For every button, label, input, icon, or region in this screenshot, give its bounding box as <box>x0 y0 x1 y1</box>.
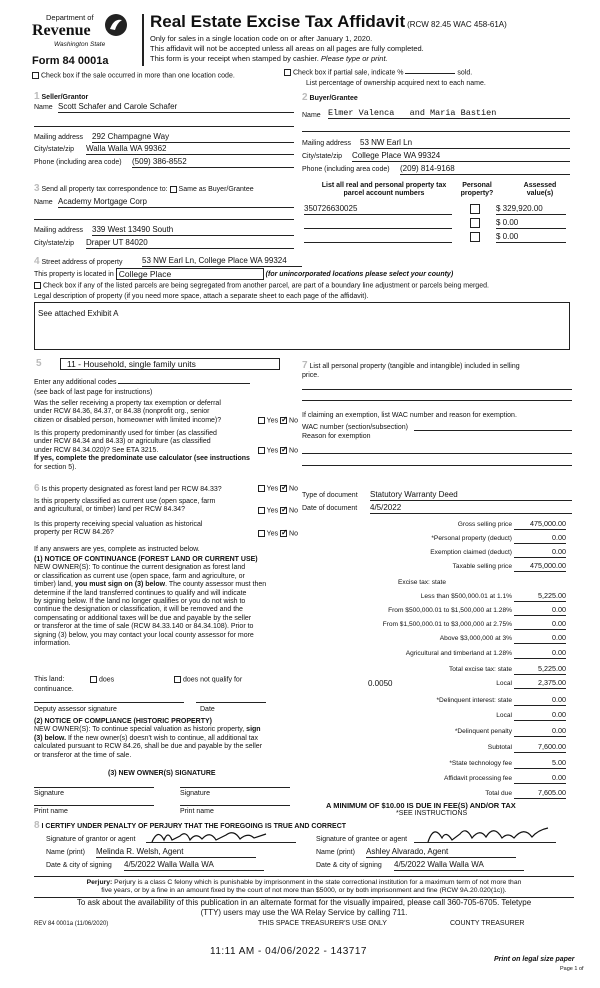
tax-bracket-2: From $500,000.01 to $1,500,000 at 1.28% 0.00 <box>388 605 566 614</box>
tax-agricultural: Agricultural and timberland at 1.28% 0.00 <box>405 648 566 657</box>
tax-affidavit-fee-value[interactable]: 0.00 <box>514 774 566 784</box>
continuance-label: continuance. <box>34 686 74 693</box>
buyer-blank-line <box>302 131 570 132</box>
corr-mail-row: Mailing address 339 West 13490 South <box>34 227 294 235</box>
multi-location-checkbox[interactable] <box>32 72 39 79</box>
parcel-row <box>304 218 570 230</box>
title-main: Real Estate Excise Tax Affidavit <box>150 12 406 31</box>
property-location-row: This property is located in College Place (for unincorporated locations please select your county) <box>34 269 454 279</box>
exemption-question: Was the seller receiving a property tax exemption or deferral under RCW 84.36, 84.37, or 84.38 (nonprofit org., senior citizen or disabled person, homeowner with limited income)? Yes ✓ No <box>34 400 300 425</box>
form-number: Form 84 0001a <box>32 55 109 67</box>
current-use-yes-checkbox[interactable] <box>258 507 265 514</box>
parcel-number-field[interactable] <box>304 232 452 243</box>
doc-date-row: Date of document 4/5/2022 <box>302 505 572 513</box>
forest-question: 6 Is this property designated as forest land per RCW 84.33? Yes ✓ No <box>34 483 300 495</box>
buyer-name-row: Name Elmer Valenca and Maria Bastien <box>302 112 570 120</box>
deputy-date-label: Date <box>200 706 215 713</box>
alt-format-notice: To ask about the availability of this publication in an alternate format for the visually impaired, please call 360-705-6705. Teletype (TTY) users may use the WA Relay Service by calling 711. <box>76 898 532 917</box>
header-note-2: This affidavit will not be accepted unless all areas on all pages are fully completed. <box>150 44 424 53</box>
partial-sale-checkbox[interactable] <box>284 69 291 76</box>
corr-blank-line <box>34 219 294 220</box>
seller-phone-field[interactable]: (509) 386-8552 <box>132 157 294 168</box>
header-note-3: This form is your receipt when stamped by cashier. Please type or print. <box>150 54 388 63</box>
personal-property-label: 7 List all personal property (tangible and intangible) included in selling price. <box>302 360 520 379</box>
new-owner-sig-heading: (3) NEW OWNER(S) SIGNATURE <box>108 770 216 777</box>
partial-sale-check[interactable]: Check box if partial sale, indicate % sold. <box>284 69 472 78</box>
parcel-number-field[interactable]: 350726630025 <box>304 204 452 215</box>
tax-bracket-3-value[interactable]: 0.00 <box>514 620 566 630</box>
tax-bracket-1-value[interactable]: 5,225.00 <box>514 592 566 602</box>
timber-no-checkbox[interactable] <box>280 447 287 454</box>
exemption-yes-checkbox[interactable] <box>258 417 265 424</box>
grantor-name-field[interactable]: Melinda R. Welsh, Agent <box>96 847 256 858</box>
personal-property-line-2[interactable] <box>302 400 572 401</box>
parcel-col-header: List all real and personal property tax parcel account numbers <box>321 182 447 198</box>
legal-desc-text: See attached Exhibit A <box>38 309 119 318</box>
certify-heading: 8 I CERTIFY UNDER PENALTY OF PERJURY THAT THE FOREGOING IS TRUE AND CORRECT <box>34 820 347 831</box>
title-rcw: (RCW 82.45 WAC 458-61A) <box>407 20 507 29</box>
segregated-checkbox[interactable] <box>34 282 41 289</box>
historic-question: Is this property receiving special valuation as historical property per RCW 84.26? Yes ✓ No <box>34 521 300 538</box>
personal-property-checkbox[interactable] <box>470 204 480 214</box>
deputy-sig-label: Deputy assessor signature <box>34 706 117 713</box>
seller-mail-field[interactable]: 292 Champagne Way <box>92 132 294 143</box>
minimum-due-note: A MINIMUM OF $10.00 IS DUE IN FEE(S) AND/OR TAX <box>326 801 516 810</box>
tax-interest-local: Local 0.00 <box>496 710 566 719</box>
reason-label: Reason for exemption <box>302 433 371 440</box>
legal-desc-label: Legal description of property (if you need more space, attach a separate sheet to each page of the affidavit). <box>34 293 369 300</box>
grantor-date-field[interactable]: 4/5/2022 Walla Walla WA <box>124 860 264 871</box>
new-owner-sig-line-1[interactable] <box>34 787 154 788</box>
grantee-sig-row: Signature of grantee or agent <box>316 836 556 844</box>
wac-row: WAC number (section/subsection) <box>302 424 572 432</box>
timber-yes-checkbox[interactable] <box>258 447 265 454</box>
see-instructions-note: *SEE INSTRUCTIONS <box>396 810 468 817</box>
land-use-select[interactable]: 11 - Household, single family units <box>60 358 280 370</box>
deputy-sig-line[interactable] <box>34 702 184 703</box>
buyer-heading: 2 Buyer/Grantee <box>302 92 358 103</box>
seller-phone-row: Phone (including area code) (509) 386-8552 <box>34 159 294 167</box>
tax-bracket-1: Less than $500,000.01 at 1.1% 5,225.00 <box>420 591 566 600</box>
dept-line2: Revenue <box>32 22 91 39</box>
personal-property-checkbox[interactable] <box>470 218 480 228</box>
addl-codes-note: (see back of last page for instructions) <box>34 389 153 396</box>
doc-type-row: Type of document Statutory Warranty Deed <box>302 492 572 500</box>
forest-no-checkbox[interactable] <box>280 485 287 492</box>
grantor-date-row: Date & city of signing 4/5/2022 Walla Walla WA <box>46 862 296 870</box>
tax-exempt: Exemption claimed (deduct) 0.00 <box>430 547 566 556</box>
tax-personal-value[interactable]: 0.00 <box>514 534 566 544</box>
tax-personal: *Personal property (deduct) 0.00 <box>431 533 566 542</box>
form-title <box>150 12 507 32</box>
corr-name-field[interactable]: Academy Mortgage Corp <box>58 197 294 208</box>
dept-line1: Department of <box>46 13 94 22</box>
forest-yes-checkbox[interactable] <box>258 485 265 492</box>
tax-taxable: Taxable selling price 475,000.00 <box>452 561 566 570</box>
personal-property-checkbox[interactable] <box>470 232 480 242</box>
if-yes-instruction: If any answers are yes, complete as instructed below. <box>34 546 200 553</box>
tax-interest-state: *Delinquent interest: state 0.00 <box>436 695 566 704</box>
state-tax-heading: Excise tax: state <box>398 579 447 586</box>
grantor-name-row: Name (print) Melinda R. Welsh, Agent <box>46 849 296 857</box>
seller-city-field[interactable]: Walla Walla WA 99362 <box>86 144 294 155</box>
treasurer-use-label: THIS SPACE TREASURER'S USE ONLY <box>258 920 387 927</box>
tax-bracket-4: Above $3,000,000 at 3% 0.00 <box>439 633 566 642</box>
segregated-check[interactable]: Check box if any of the listed parcels are being segregated from another parcel, are part of a boundary line adjustment or parcels being merged. <box>34 282 489 291</box>
partial-sale-note: List percentage of ownership acquired next to each name. <box>306 80 486 87</box>
tax-penalty: *Delinquent penalty 0.00 <box>454 726 566 735</box>
grantor-sig-row: Signature of grantor or agent <box>46 836 296 844</box>
new-owner-print-label-2: Print name <box>180 808 214 815</box>
tax-affidavit-fee: Affidavit processing fee 0.00 <box>443 773 566 782</box>
tax-gross: Gross selling price 475,000.00 <box>457 519 566 528</box>
tax-agricultural-value[interactable]: 0.00 <box>514 649 566 659</box>
corr-heading: 3 Send all property tax correspondence to: Same as Buyer/Grantee <box>34 183 254 194</box>
historic-yes-checkbox[interactable] <box>258 530 265 537</box>
tax-interest-state-value[interactable]: 0.00 <box>514 696 566 706</box>
notice-continuance: (1) NOTICE OF CONTINUANCE (FOREST LAND OR CURRENT USE) NEW OWNER(S): To continue the current designation as forest land or classification as current use (open space, farm and agriculture, or timber) land, you must sign on (3) below. The county assessor must then determine if the land transferred continues to qualify and will indicate by signing below. If the land no longer qualifies or you do not wish to continue the designation or classification, it will be removed and the compensating or additional taxes will be due and payable by the seller or transferor at the time of sale (RCW 84.33.140 or 84.34.108). Prior to signing (3) below, you may contact your local county assessor for more information. <box>34 556 267 647</box>
same-as-buyer-checkbox[interactable] <box>170 186 177 193</box>
parcel-number-field[interactable] <box>304 218 452 229</box>
seller-blank-line <box>34 126 294 127</box>
new-owner-sig-label-1: Signature <box>34 790 64 797</box>
tax-exempt-value[interactable]: 0.00 <box>514 548 566 558</box>
buyer-city-field[interactable]: College Place WA 99324 <box>352 151 570 162</box>
receipt-stamp: 11:11 AM - 04/06/2022 - 143717 <box>210 946 367 957</box>
tax-subtotal: Subtotal 7,600.00 <box>487 742 566 751</box>
buyer-name-field[interactable]: Elmer Valenca and Maria Bastien <box>328 108 570 119</box>
new-owner-print-line-2[interactable] <box>180 805 290 806</box>
tax-total-state-value[interactable]: 5,225.00 <box>514 665 566 675</box>
legal-paper-note: Print on legal size paper <box>494 956 575 963</box>
wac-number-field[interactable] <box>414 430 572 431</box>
tax-gross-value[interactable]: 475,000.00 <box>514 520 566 530</box>
legal-desc-box[interactable] <box>34 302 570 350</box>
tax-bracket-3: From $1,500,000.01 to $3,000,000 at 2.75% 0.00 <box>382 619 566 628</box>
parcel-row <box>304 232 570 244</box>
assessed-value-field[interactable]: $ 0.00 <box>496 218 566 229</box>
seller-mail-row: Mailing address 292 Champagne Way <box>34 134 294 142</box>
tax-subtotal-value[interactable]: 7,600.00 <box>514 743 566 753</box>
local-rate: 0.0050 <box>368 679 393 688</box>
buyer-phone-row: Phone (including area code) (209) 814-9168 <box>302 166 570 174</box>
assessed-col-header: Assessed value(s) <box>523 182 557 198</box>
reason-line-2[interactable] <box>302 465 572 466</box>
grantee-name-field[interactable]: Ashley Alvarado, Agent <box>366 847 516 858</box>
corr-mail-field[interactable]: 339 West 13490 South <box>92 225 294 236</box>
this-land-row: This land: does does not qualify for <box>34 676 243 684</box>
tax-tech-fee: *State technology fee 5.00 <box>449 758 566 767</box>
tax-local-value[interactable]: 2,375.00 <box>514 679 566 689</box>
seller-name-field[interactable]: Scott Schafer and Carole Schafer <box>58 102 294 113</box>
header-note-1: Only for sales in a single location code on or after January 1, 2020. <box>150 34 373 43</box>
current-use-question: Is this property classified as current use (open space, farm and agricultural, or timber) land per RCW 84.34? Yes ✓ No <box>34 498 300 515</box>
grantee-signature <box>424 822 554 846</box>
grantee-date-row: Date & city of signing 4/5/2022 Walla Walla WA <box>316 862 556 870</box>
grantor-signature <box>150 826 270 848</box>
grantee-name-row: Name (print) Ashley Alvarado, Agent <box>316 849 556 857</box>
doc-date-field[interactable]: 4/5/2022 <box>370 503 572 514</box>
property-street-row: 4 Street address of property 53 NW Earl Ln, College Place WA 99324 <box>34 256 564 268</box>
doc-type-field[interactable]: Statutory Warranty Deed <box>370 490 572 501</box>
county-treasurer-label: COUNTY TREASURER <box>450 920 525 927</box>
seller-heading: 1 Seller/Grantor <box>34 91 89 102</box>
parcel-row <box>304 204 570 216</box>
exemption-no-checkbox[interactable] <box>280 417 287 424</box>
historic-no-checkbox[interactable] <box>280 530 287 537</box>
deputy-date-line[interactable] <box>196 702 266 703</box>
multi-location-check[interactable]: Check box if the sale occurred in more than one location code. <box>32 72 235 81</box>
tax-taxable-value[interactable]: 475,000.00 <box>514 562 566 572</box>
property-street-field[interactable]: 53 NW Earl Ln, College Place WA 99324 <box>142 256 302 267</box>
addl-codes-field[interactable] <box>118 383 250 384</box>
buyer-mail-field[interactable]: 53 NW Earl Ln <box>360 138 570 149</box>
corr-city-field[interactable]: Draper UT 84020 <box>86 238 294 249</box>
header-divider <box>142 14 144 66</box>
buyer-mail-row: Mailing address 53 NW Earl Ln <box>302 140 570 148</box>
new-owner-print-line-1[interactable] <box>34 805 154 806</box>
notice-compliance: (2) NOTICE OF COMPLIANCE (HISTORIC PROPERTY) NEW OWNER(S): To continue special valuation as historic property, sign (3) below. If the new owner(s) doesn't wish to continue, all additional tax calculated pursuant to RCW 84.26, shall be due and payable by the seller or transferor at the time of sale. <box>34 718 263 759</box>
dept-line3: Washington State <box>54 41 106 48</box>
buyer-phone-field[interactable]: (209) 814-9168 <box>400 164 570 175</box>
page-number: Page 1 of <box>560 966 584 972</box>
grantee-date-field[interactable]: 4/5/2022 Walla Walla WA <box>394 860 524 871</box>
perjury-box: Perjury: Perjury is a class C felony which is punishable by imprisonment in the state correctional institution for a maximum term of not more than five years, or by a fine in an amount fixed by the court of not more than $5000, or by both imprisonment and fine (RCW 9A.20.020(1c)). <box>34 876 574 898</box>
assessed-value-field[interactable]: $ 329,920.00 <box>496 204 566 215</box>
does-not-qualify-checkbox[interactable] <box>174 676 181 683</box>
assessed-value-field[interactable]: $ 0.00 <box>496 232 566 243</box>
does-qualify-checkbox[interactable] <box>90 676 97 683</box>
personal-col-header: Personal property? <box>460 182 494 198</box>
tax-total-due: Total due 7,605.00 <box>485 788 566 797</box>
tax-penalty-value[interactable]: 0.00 <box>514 727 566 737</box>
reason-line-1[interactable] <box>302 453 572 454</box>
corr-city-row: City/state/zip Draper UT 84020 <box>34 240 294 248</box>
dor-logo <box>32 13 132 61</box>
tax-total-state: Total excise tax: state 5,225.00 <box>448 664 566 673</box>
section5-number: 5 <box>36 358 42 369</box>
current-use-no-checkbox[interactable] <box>280 507 287 514</box>
personal-property-line-1[interactable] <box>302 389 572 390</box>
new-owner-sig-line-2[interactable] <box>180 787 290 788</box>
timber-question: Is this property predominantly used for timber (as classified under RCW 84.34 and 84.33) or agriculture (as classified under RCW 84.34.020)? See ETA 3215. If yes, complete the predominate use calculator (see instructions for section 5). Yes ✓ No <box>34 430 300 472</box>
buyer-city-row: City/state/zip College Place WA 99324 <box>302 153 570 161</box>
corr-name-row: Name Academy Mortgage Corp <box>34 199 294 207</box>
tax-tech-fee-value[interactable]: 5.00 <box>514 759 566 769</box>
location-select[interactable]: College Place <box>116 268 264 280</box>
seller-name-row: Name Scott Schafer and Carole Schafer <box>34 104 294 112</box>
tax-bracket-2-value[interactable]: 0.00 <box>514 606 566 616</box>
exemption-claim-label: If claiming an exemption, list WAC number and reason for exemption. <box>302 412 517 419</box>
new-owner-print-label-1: Print name <box>34 808 68 815</box>
tax-local: 0.0050 Local 2,375.00 <box>368 678 566 688</box>
form-revision: REV 84 0001a (11/06/2020) <box>34 921 109 927</box>
dor-seal-icon <box>104 13 128 37</box>
addl-codes-row: Enter any additional codes <box>34 379 294 387</box>
partial-sale-percent-field[interactable] <box>405 73 455 74</box>
tax-interest-local-value[interactable]: 0.00 <box>514 711 566 721</box>
seller-city-row: City/state/zip Walla Walla WA 99362 <box>34 146 294 154</box>
new-owner-sig-label-2: Signature <box>180 790 210 797</box>
tax-bracket-4-value[interactable]: 0.00 <box>514 634 566 644</box>
tax-total-due-value[interactable]: 7,605.00 <box>514 789 566 799</box>
